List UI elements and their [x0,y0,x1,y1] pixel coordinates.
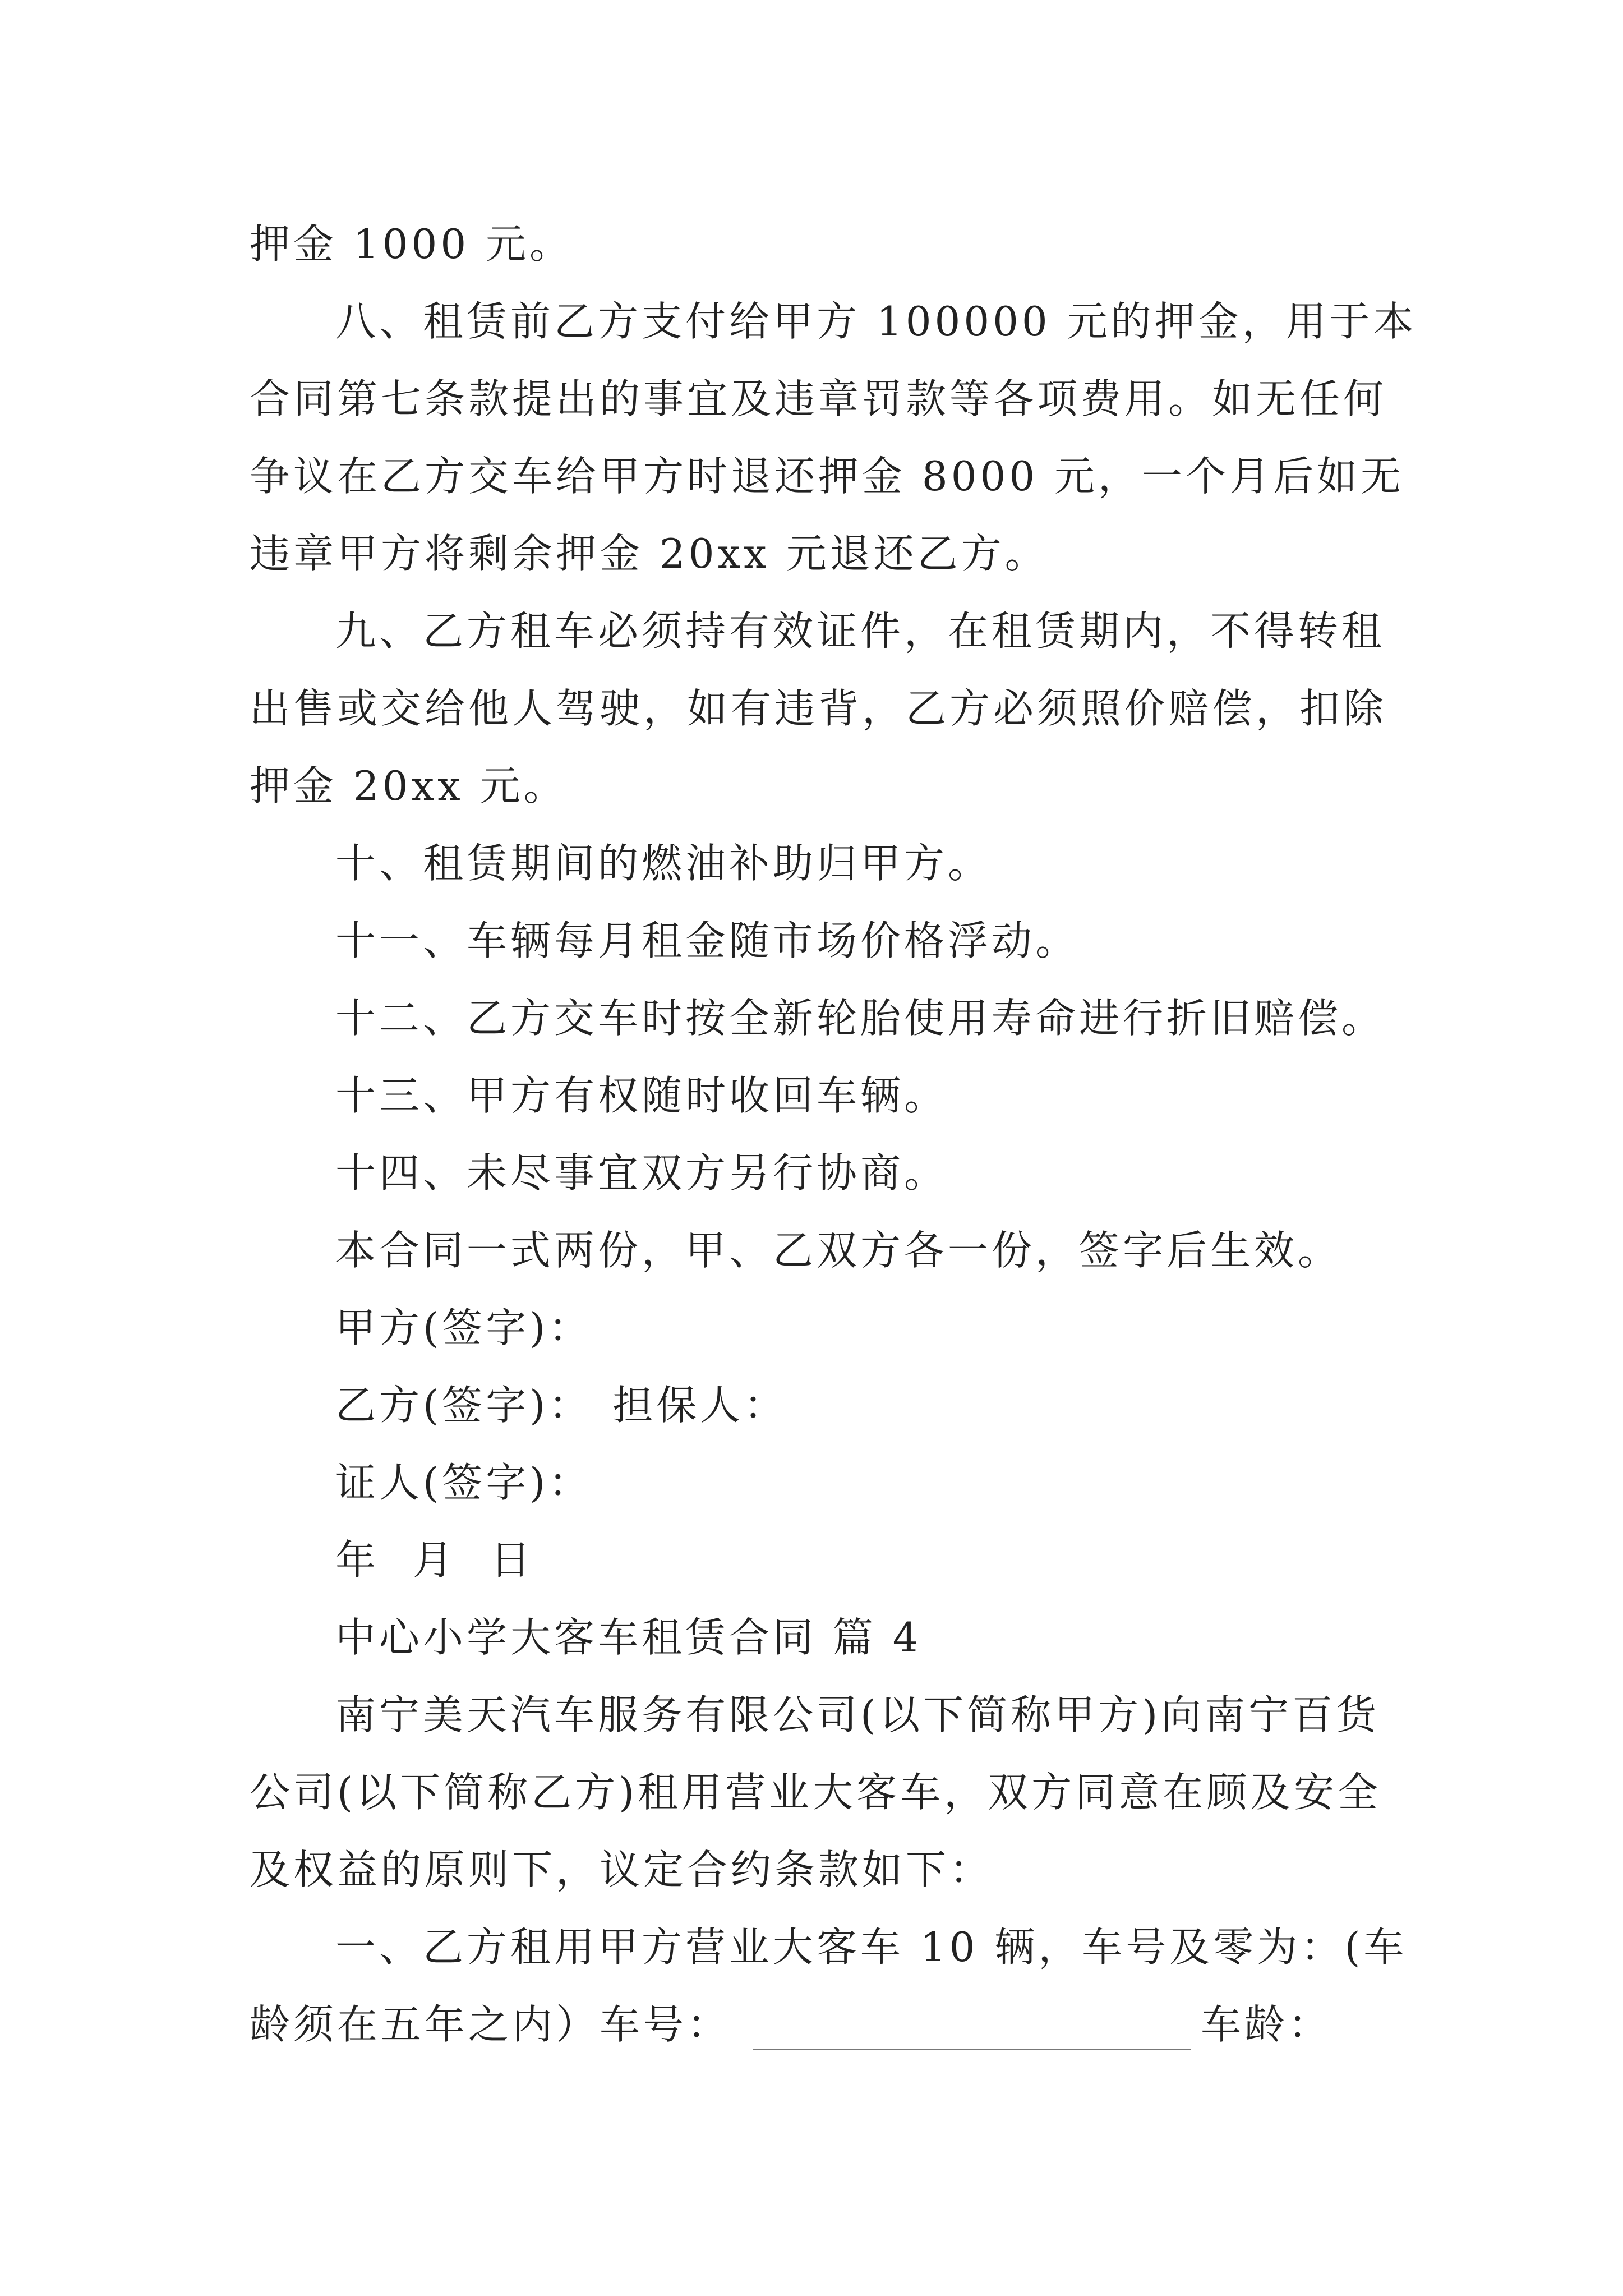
paragraph-line: 争议在乙方交车给甲方时退还押金 8000 元，一个月后如无 [250,453,1405,500]
plate-number-blank [753,2009,1191,2050]
paragraph-line: 十、租赁期间的燃油补助归甲方。 [335,840,992,887]
paragraph-line: 十三、甲方有权随时收回车辆。 [335,1072,948,1119]
signature-party-a: 甲方(签字)： [335,1304,593,1351]
paragraph-line: 及权益的原则下，议定合约条款如下： [250,1846,994,1893]
paragraph-line: 十一、车辆每月租金随市场价格浮动。 [335,917,1080,964]
paragraph-line: 八、租赁前乙方支付给甲方 100000 元的押金，用于本 [335,298,1417,345]
paragraph-line: 十二、乙方交车时按全新轮胎使用寿命进行折旧赔偿。 [335,995,1386,1042]
paragraph-line: 本合同一式两份，甲、乙双方各一份，签字后生效。 [335,1227,1342,1274]
paragraph-line: 公司(以下简称乙方)租用营业大客车，双方同意在顾及安全 [250,1769,1382,1816]
vehicle-info-line [250,1999,1332,2050]
paragraph-line: 出售或交给他人驾驶，如有违背，乙方必须照价赔偿，扣除 [250,685,1387,732]
paragraph-line: 押金 20xx 元。 [250,762,568,809]
paragraph-line: 九、乙方租车必须持有效证件，在租赁期内，不得转租 [335,608,1386,655]
date-month: 月 [413,1536,457,1584]
paragraph-line: 一、乙方租用甲方营业大客车 10 辆，车号及零为：(车 [335,1924,1408,1971]
guarantor-label: 担保人： [612,1382,788,1429]
paragraph-line: 南宁美天汽车服务有限公司(以下简称甲方)向南宁百货 [335,1691,1380,1738]
paragraph-line: 违章甲方将剩余押金 20xx 元退还乙方。 [250,530,1049,577]
date-day: 日 [490,1536,534,1584]
paragraph-line: 十四、未尽事宜双方另行协商。 [335,1149,948,1197]
signature-party-b [335,1380,787,1430]
section-heading: 中心小学大客车租赁合同 篇 4 [335,1614,922,1661]
party-b-label: 乙方(签字)： [335,1382,593,1429]
date-line [335,1535,534,1585]
date-year: 年 [335,1536,380,1584]
paragraph-line: 押金 1000 元。 [250,220,574,268]
vehicle-age-label: 车龄： [1201,2001,1332,2048]
signature-witness: 证人(签字)： [335,1459,593,1506]
vehicle-info-prefix: 龄须在五年之内）车号： [250,2001,731,2048]
paragraph-line: 合同第七条款提出的事宜及违章罚款等各项费用。如无任何 [250,375,1387,422]
